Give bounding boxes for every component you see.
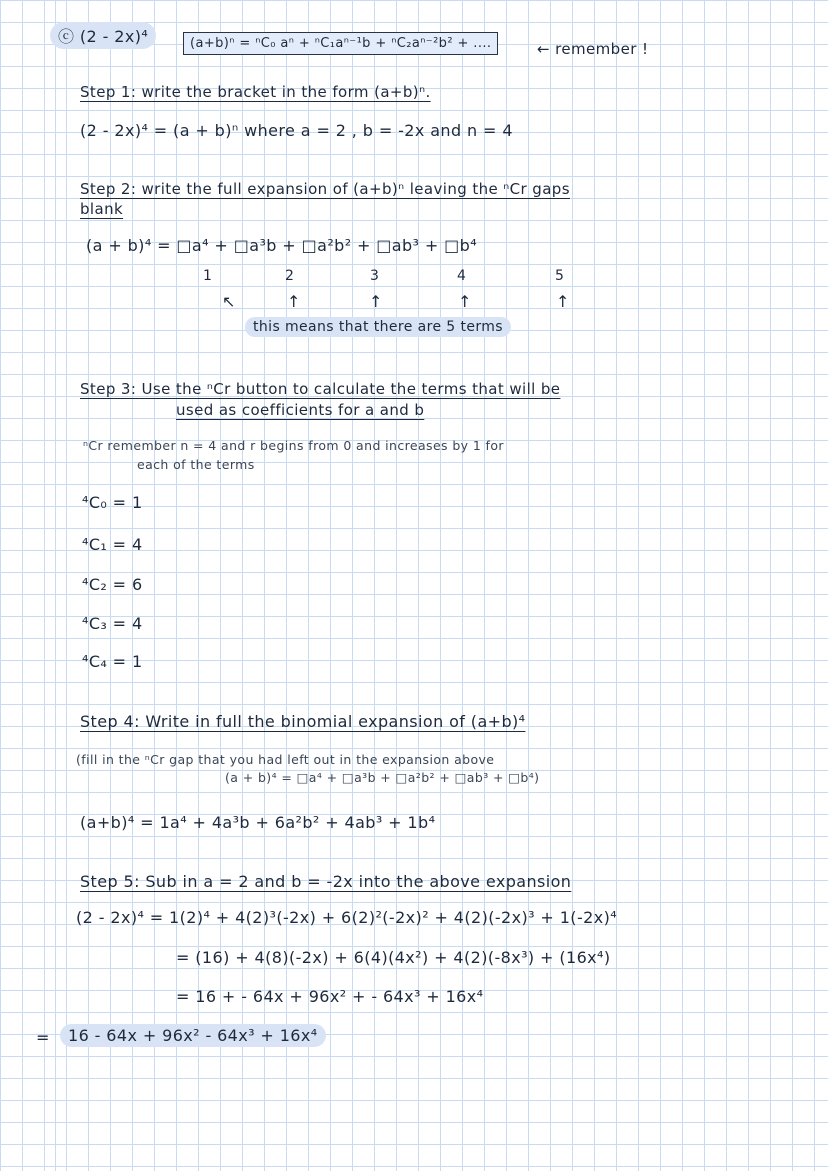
step2-heading-cont: blank bbox=[80, 200, 124, 218]
step5-line-2: = (16) + 4(8)(-2x) + 6(4)(4x²) + 4(2)(-8x³) + (16x⁴) bbox=[176, 948, 611, 967]
step5-line-1: (2 - 2x)⁴ = 1(2)⁴ + 4(2)³(-2x) + 6(2)²(-2x)² + 4(2)(-2x)³ + 1(-2x)⁴ bbox=[76, 908, 618, 927]
step4-note: (fill in the ⁿCr gap that you had left out in the expansion above bbox=[76, 752, 495, 767]
ncr-value: ⁴C₀ = 1 bbox=[82, 493, 143, 512]
step3-note: ⁿCr remember n = 4 and r begins from 0 and increases by 1 for bbox=[83, 438, 504, 453]
term-number: 2 bbox=[285, 268, 295, 284]
step3-heading: Step 3: Use the ⁿCr button to calculate the terms that will be bbox=[80, 380, 561, 398]
step2-expansion: (a + b)⁴ = □a⁴ + □a³b + □a²b² + □ab³ + □b⁴ bbox=[86, 236, 478, 255]
term-arrow-icon: ↑ bbox=[458, 292, 472, 311]
margin-line bbox=[55, 0, 56, 1171]
term-arrow-icon: ↑ bbox=[287, 292, 301, 311]
step1-line: (2 - 2x)⁴ = (a + b)ⁿ where a = 2 , b = -2x and n = 4 bbox=[80, 121, 513, 140]
step1-heading: Step 1: write the bracket in the form (a+b)ⁿ. bbox=[80, 83, 431, 101]
step3-note-cont: each of the terms bbox=[137, 457, 255, 472]
ncr-value: ⁴C₄ = 1 bbox=[82, 652, 143, 671]
step3-heading-cont: used as coefficients for a and b bbox=[176, 401, 425, 419]
binomial-formula-box: (a+b)ⁿ = ⁿC₀ aⁿ + ⁿC₁aⁿ⁻¹b + ⁿC₂aⁿ⁻²b² + .... bbox=[183, 32, 498, 55]
final-equals: = bbox=[36, 1028, 50, 1047]
step5-line-3: = 16 + - 64x + 96x² + - 64x³ + 16x⁴ bbox=[176, 987, 484, 1006]
term-number: 3 bbox=[370, 268, 380, 284]
term-arrow-icon: ↖ bbox=[222, 292, 236, 311]
term-number: 5 bbox=[555, 268, 565, 284]
step2-terms-note: this means that there are 5 terms bbox=[245, 317, 511, 337]
term-number: 4 bbox=[457, 268, 467, 284]
remember-note: ← remember ! bbox=[537, 40, 649, 58]
term-arrow-icon: ↑ bbox=[556, 292, 570, 311]
step4-heading: Step 4: Write in full the binomial expansion of (a+b)⁴ bbox=[80, 712, 526, 731]
ncr-value: ⁴C₂ = 6 bbox=[82, 575, 143, 594]
step4-note-cont: (a + b)⁴ = □a⁴ + □a³b + □a²b² + □ab³ + □b⁴) bbox=[225, 770, 540, 785]
ncr-value: ⁴C₃ = 4 bbox=[82, 614, 143, 633]
step5-heading: Step 5: Sub in a = 2 and b = -2x into the above expansion bbox=[80, 872, 572, 891]
term-arrow-icon: ↑ bbox=[369, 292, 383, 311]
final-answer: 16 - 64x + 96x² - 64x³ + 16x⁴ bbox=[60, 1024, 326, 1047]
question-label: ⓒ (2 - 2x)⁴ bbox=[50, 22, 156, 49]
ncr-value: ⁴C₁ = 4 bbox=[82, 535, 143, 554]
step2-heading: Step 2: write the full expansion of (a+b)ⁿ leaving the ⁿCr gaps bbox=[80, 180, 570, 198]
step4-result: (a+b)⁴ = 1a⁴ + 4a³b + 6a²b² + 4ab³ + 1b⁴ bbox=[80, 813, 436, 832]
term-number: 1 bbox=[203, 268, 213, 284]
